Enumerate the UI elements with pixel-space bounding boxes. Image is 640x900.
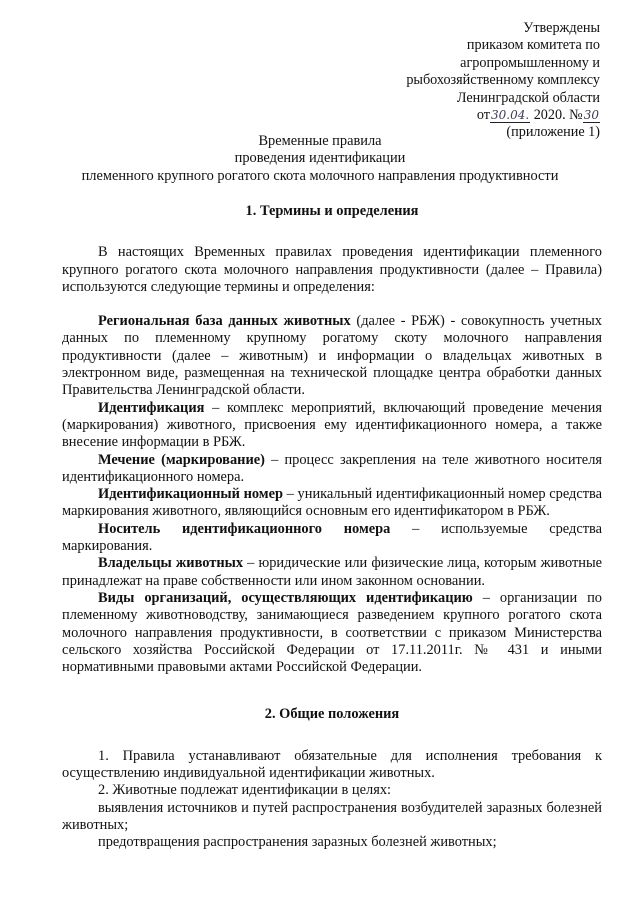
- definition-paragraph: [62, 590, 602, 676]
- definition-paragraph: [62, 486, 602, 521]
- definition-term: Мечение (маркирование): [98, 451, 265, 468]
- paragraph-intro: В настоящих Временных правилах проведения идентификации племенного крупного рогатого скота молочного направления продуктивности (далее – Правила) используются следующие термины и определения:: [62, 244, 602, 295]
- definition-text: – используемые средства маркирования.: [62, 520, 602, 555]
- definition-text: – процесс закрепления на теле животного носителя идентификационного номера.: [62, 451, 602, 485]
- title-line: племенного крупного рогатого скота молочного направления продуктивности: [81, 167, 559, 184]
- approval-line: Ленинградской области: [456, 89, 600, 106]
- definition-paragraph: [62, 313, 602, 399]
- definition-paragraph: [62, 452, 602, 487]
- definition-term: Идентификационный номер: [98, 486, 283, 503]
- definition-term: Владельцы животных: [98, 555, 244, 572]
- approval-block: [360, 20, 600, 142]
- handwritten-date: 30.04.: [490, 108, 530, 123]
- definition-paragraph: [62, 555, 602, 590]
- approval-line: Утверждены: [523, 20, 600, 36]
- document-body: [62, 203, 602, 852]
- approval-line: рыбохозяйственному комплексу: [406, 72, 600, 89]
- handwritten-number: 30: [583, 108, 599, 123]
- approval-line: агропромышленному и: [460, 54, 600, 71]
- title-line: Временные правила: [258, 133, 382, 149]
- date-prefix: от: [476, 107, 490, 124]
- approval-date-line: [360, 107, 600, 124]
- definition-term: Региональная база данных животных: [98, 313, 351, 330]
- definition-paragraph: [62, 400, 602, 452]
- definition-paragraph: [62, 521, 602, 556]
- definition-text: – юридические или физические лица, которым животные принадлежат на праве собственности или ином законном основании.: [62, 555, 602, 589]
- definition-text: – комплекс мероприятий, включающий проведение мечения (маркирования) животного, присвоения ему идентификационного номера, а также внесение информации в РБЖ.: [62, 399, 602, 451]
- paragraph: выявления источников и путей распространения возбудителей заразных болезней животных;: [62, 799, 602, 833]
- paragraph: 1. Правила устанавливают обязательные для исполнения требования к осуществлению индивидуальной идентификации животных.: [62, 747, 602, 782]
- date-year: 2020. №: [533, 107, 583, 124]
- section-heading: 2. Общие положения: [264, 706, 400, 723]
- paragraph: 2. Животные подлежат идентификации в целях:: [98, 782, 392, 799]
- document-title: [0, 133, 640, 185]
- definition-text: (далее - РБЖ) - совокупность учетных данных по племенному крупному рогатому скоту молочного направления продуктивности (далее – животным) и информации о владельцах животных в электронном виде, размещенная на технической площадке центра обработки данных Правительства Ленинградской области.: [62, 313, 602, 399]
- paragraph: предотвращения распространения заразных болезней животных;: [98, 834, 497, 851]
- definition-term: Идентификация: [98, 399, 205, 416]
- definition-text: – уникальный идентификационный номер средства маркирования животного, являющийся основным его идентификатором в РБЖ.: [62, 486, 603, 520]
- title-line: проведения идентификации: [234, 150, 406, 167]
- definition-term: Виды организаций, осуществляющих идентификацию: [98, 589, 473, 606]
- approval-line: приказом комитета по: [466, 37, 600, 54]
- definition-term: Носитель идентификационного номера: [98, 520, 391, 537]
- definition-text: – организации по племенному животноводству, занимающиеся разведением крупного рогатого скота молочного направления продуктивности, в соответствии с приказом Министерства сельского хозяйства Российской Федерации от 17.11.2011г. № 431 и иными нормативными правовыми актами Российской Федерации.: [62, 589, 602, 676]
- section-heading: 1. Термины и определения: [245, 203, 419, 219]
- appendix-label: (приложение 1): [506, 124, 600, 141]
